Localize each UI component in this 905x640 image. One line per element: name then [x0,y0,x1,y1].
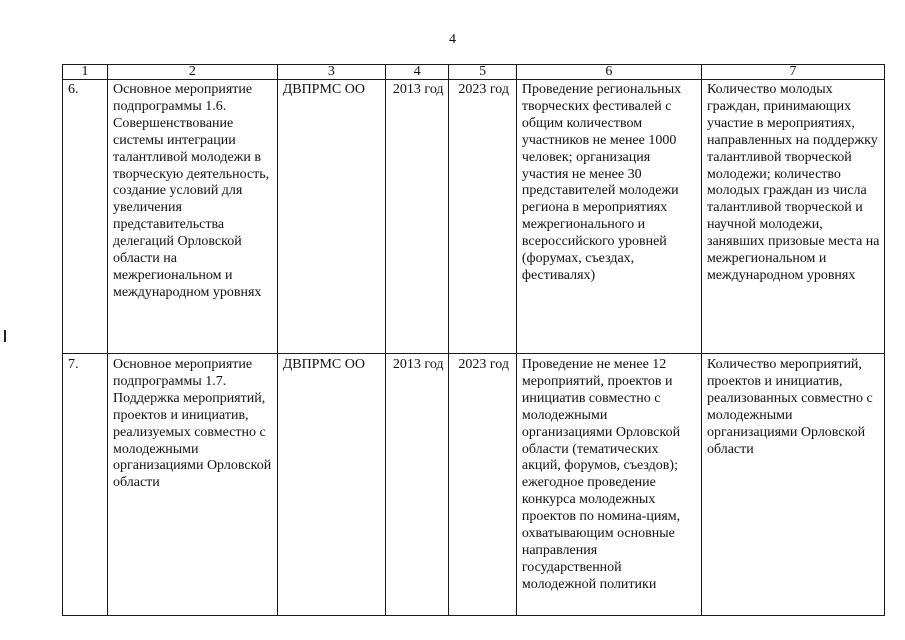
table-row [63,80,885,354]
start-year: 2013 год [386,80,449,354]
expected-result: Проведение не менее 12 мероприятий, проектов и инициатив совместно с молодежными организациями Орловской области (тематических акций, форумов, съездов); ежегодное проведение конкурса молодежных проектов по номина-циям, охватывающим основные направления государственной молодежной политики [516,354,701,616]
header-row [63,65,885,80]
indicator: Количество молодых граждан, принимающих участие в мероприятиях, направленных на поддержку талантливой творческой молодежи; количество молодых граждан из числа талантливой творческой и научной молодежи, занявших призовые места на межрегиональном и международном уровнях [701,80,884,354]
program-table [62,64,885,616]
indicator: Количество мероприятий, проектов и инициатив, реализованных совместно с молодежными организациями Орловской области [701,354,884,616]
executor: ДВПРМС ОО [277,354,385,616]
row-number: 6. [63,80,108,354]
header-cell: 3 [277,65,385,80]
start-year: 2013 год [386,354,449,616]
header-cell: 4 [386,65,449,80]
page-number: 4 [449,32,456,47]
header-cell: 1 [63,65,108,80]
measure-name: Основное мероприятие подпрограммы 1.7. Поддержка мероприятий, проектов и инициатив, реализуемых совместно с молодежными организациями Орловской области [107,354,277,616]
header-cell: 5 [449,65,516,80]
executor: ДВПРМС ОО [277,80,385,354]
end-year: 2023 год [449,354,516,616]
header-cell: 2 [107,65,277,80]
measure-name: Основное мероприятие подпрограммы 1.6. Совершенствование системы интеграции талантливой молодежи в творческую деятельность, создание условий для увеличения представительства делегаций Орловской области на межрегиональном и международном уровнях [107,80,277,354]
margin-mark [4,330,6,342]
header-cell: 7 [701,65,884,80]
header-cell: 6 [516,65,701,80]
end-year: 2023 год [449,80,516,354]
row-number: 7. [63,354,108,616]
table-row [63,354,885,616]
expected-result: Проведение региональных творческих фестивалей с общим количеством участников не менее 1000 человек; организация участия не менее 30 представителей молодежи региона в мероприятиях межрегионального и всероссийского уровней (форумах, съездах, фестивалях) [516,80,701,354]
